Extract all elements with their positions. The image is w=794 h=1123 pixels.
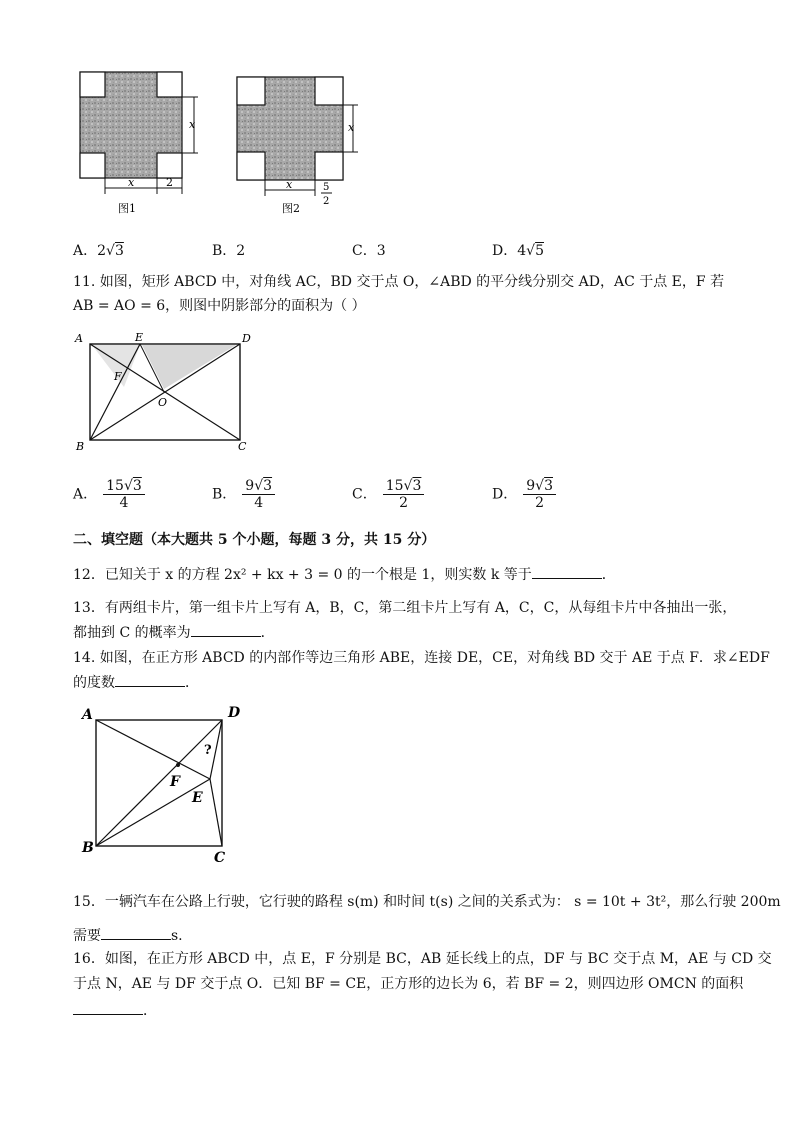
q14-label-d: D <box>228 705 241 721</box>
q11-option-b[interactable]: B． $\frac{9√3}{4}$ <box>212 478 275 511</box>
q11-text-line1: 11. 如图，矩形 ABCD 中，对角线 AC，BD 交于点 O，∠ABD 的平分线分别交 AD，AC 于点 E，F 若 <box>73 274 725 290</box>
fig2-x-vertical: x <box>348 121 355 134</box>
q11-figure <box>72 328 262 452</box>
q13-line2: 都抽到 C 的概率为 ． <box>73 622 275 643</box>
fig2-corner-den: 2 <box>323 196 330 207</box>
fig1-x-vertical: x <box>189 118 196 131</box>
q13-answer-blank[interactable] <box>191 622 261 637</box>
q14-angle-mark: ? <box>204 743 212 758</box>
q16-text-line1: 16．如图，在正方形 ABCD 中，点 E，F 分别是 BC，AB 延长线上的点，DF 与 BC 交于点 M，AE 与 CD 交 <box>73 951 772 967</box>
q14-label-b: B <box>82 840 94 856</box>
fig2-caption: 图2 <box>282 202 300 215</box>
q10-figures <box>70 66 370 224</box>
q14-line2: 的度数 ． <box>73 672 199 693</box>
q14-figure <box>78 702 248 868</box>
q10-option-b[interactable]: B．2 <box>212 243 246 259</box>
q15-line2: 需要 s. <box>73 925 183 946</box>
q10-option-d[interactable]: D．4√5 <box>492 243 544 259</box>
fig1-caption: 图1 <box>118 202 136 215</box>
q14-label-f: F <box>170 774 180 790</box>
q14-text-line1: 14. 如图，在正方形 ABCD 的内部作等边三角形 ABE，连接 DE，CE，对角线 BD 交于 AE 于点 F．求∠EDF <box>73 650 770 666</box>
q16-text-line2: 于点 N，AE 与 DF 交于点 O．已知 BF = CE，正方形的边长为 6，若 BF = 2，则四边形 OMCN 的面积 <box>73 976 744 992</box>
q15-text-line1: 15．一辆汽车在公路上行驶，它行驶的路程 s(m) 和时间 t(s) 之间的关系式为： s = 10t + 3t²，那么行驶 200m <box>73 894 781 910</box>
q10-option-a[interactable]: A．2√3 <box>73 243 124 259</box>
section-2-heading: 二、填空题（本大题共 5 个小题，每题 3 分，共 15 分） <box>73 532 436 548</box>
q11-option-d[interactable]: D． $\frac{9√3}{2}$ <box>492 478 556 511</box>
q14-label-a: A <box>82 707 93 723</box>
q16-answer-blank[interactable] <box>73 1000 143 1015</box>
q16-line3: ． <box>73 1000 157 1021</box>
q10-option-c[interactable]: C．3 <box>352 243 386 259</box>
q11-label-b: B <box>76 440 85 452</box>
q15-answer-blank[interactable] <box>101 925 171 940</box>
q14-label-e: E <box>192 790 203 806</box>
q11-text-line2: AB = AO = 6，则图中阴影部分的面积为（ ） <box>73 298 366 314</box>
fig2-corner-num: 5 <box>323 182 330 193</box>
fig1-x-horizontal: x <box>128 176 135 189</box>
q11-option-c[interactable]: C． $\frac{15√3}{2}$ <box>352 478 424 511</box>
fig1-corner-label: 2 <box>166 176 173 189</box>
q12-line: 12．已知关于 x 的方程 2x² + kx + 3 = 0 的一个根是 1，则实数 k 等于 ． <box>73 564 616 585</box>
fig2-x-horizontal: x <box>286 178 293 191</box>
q11-option-a[interactable]: A． $\frac{15√3}{4}$ <box>73 478 145 511</box>
q13-text-line1: 13．有两组卡片，第一组卡片上写有 A，B，C，第二组卡片上写有 A，C，C，从每组卡片中各抽出一张， <box>73 600 737 616</box>
q11-label-d: D <box>242 332 251 345</box>
q11-label-c: C <box>238 440 247 452</box>
q11-label-o: O <box>158 396 168 409</box>
figure-1 <box>80 72 198 215</box>
q11-label-f: F <box>114 370 122 383</box>
q14-label-c: C <box>214 850 226 866</box>
q11-label-e: E <box>135 331 144 344</box>
q12-answer-blank[interactable] <box>532 564 602 579</box>
figure-2 <box>237 77 358 215</box>
q14-answer-blank[interactable] <box>115 672 185 687</box>
q11-label-a: A <box>75 332 83 345</box>
